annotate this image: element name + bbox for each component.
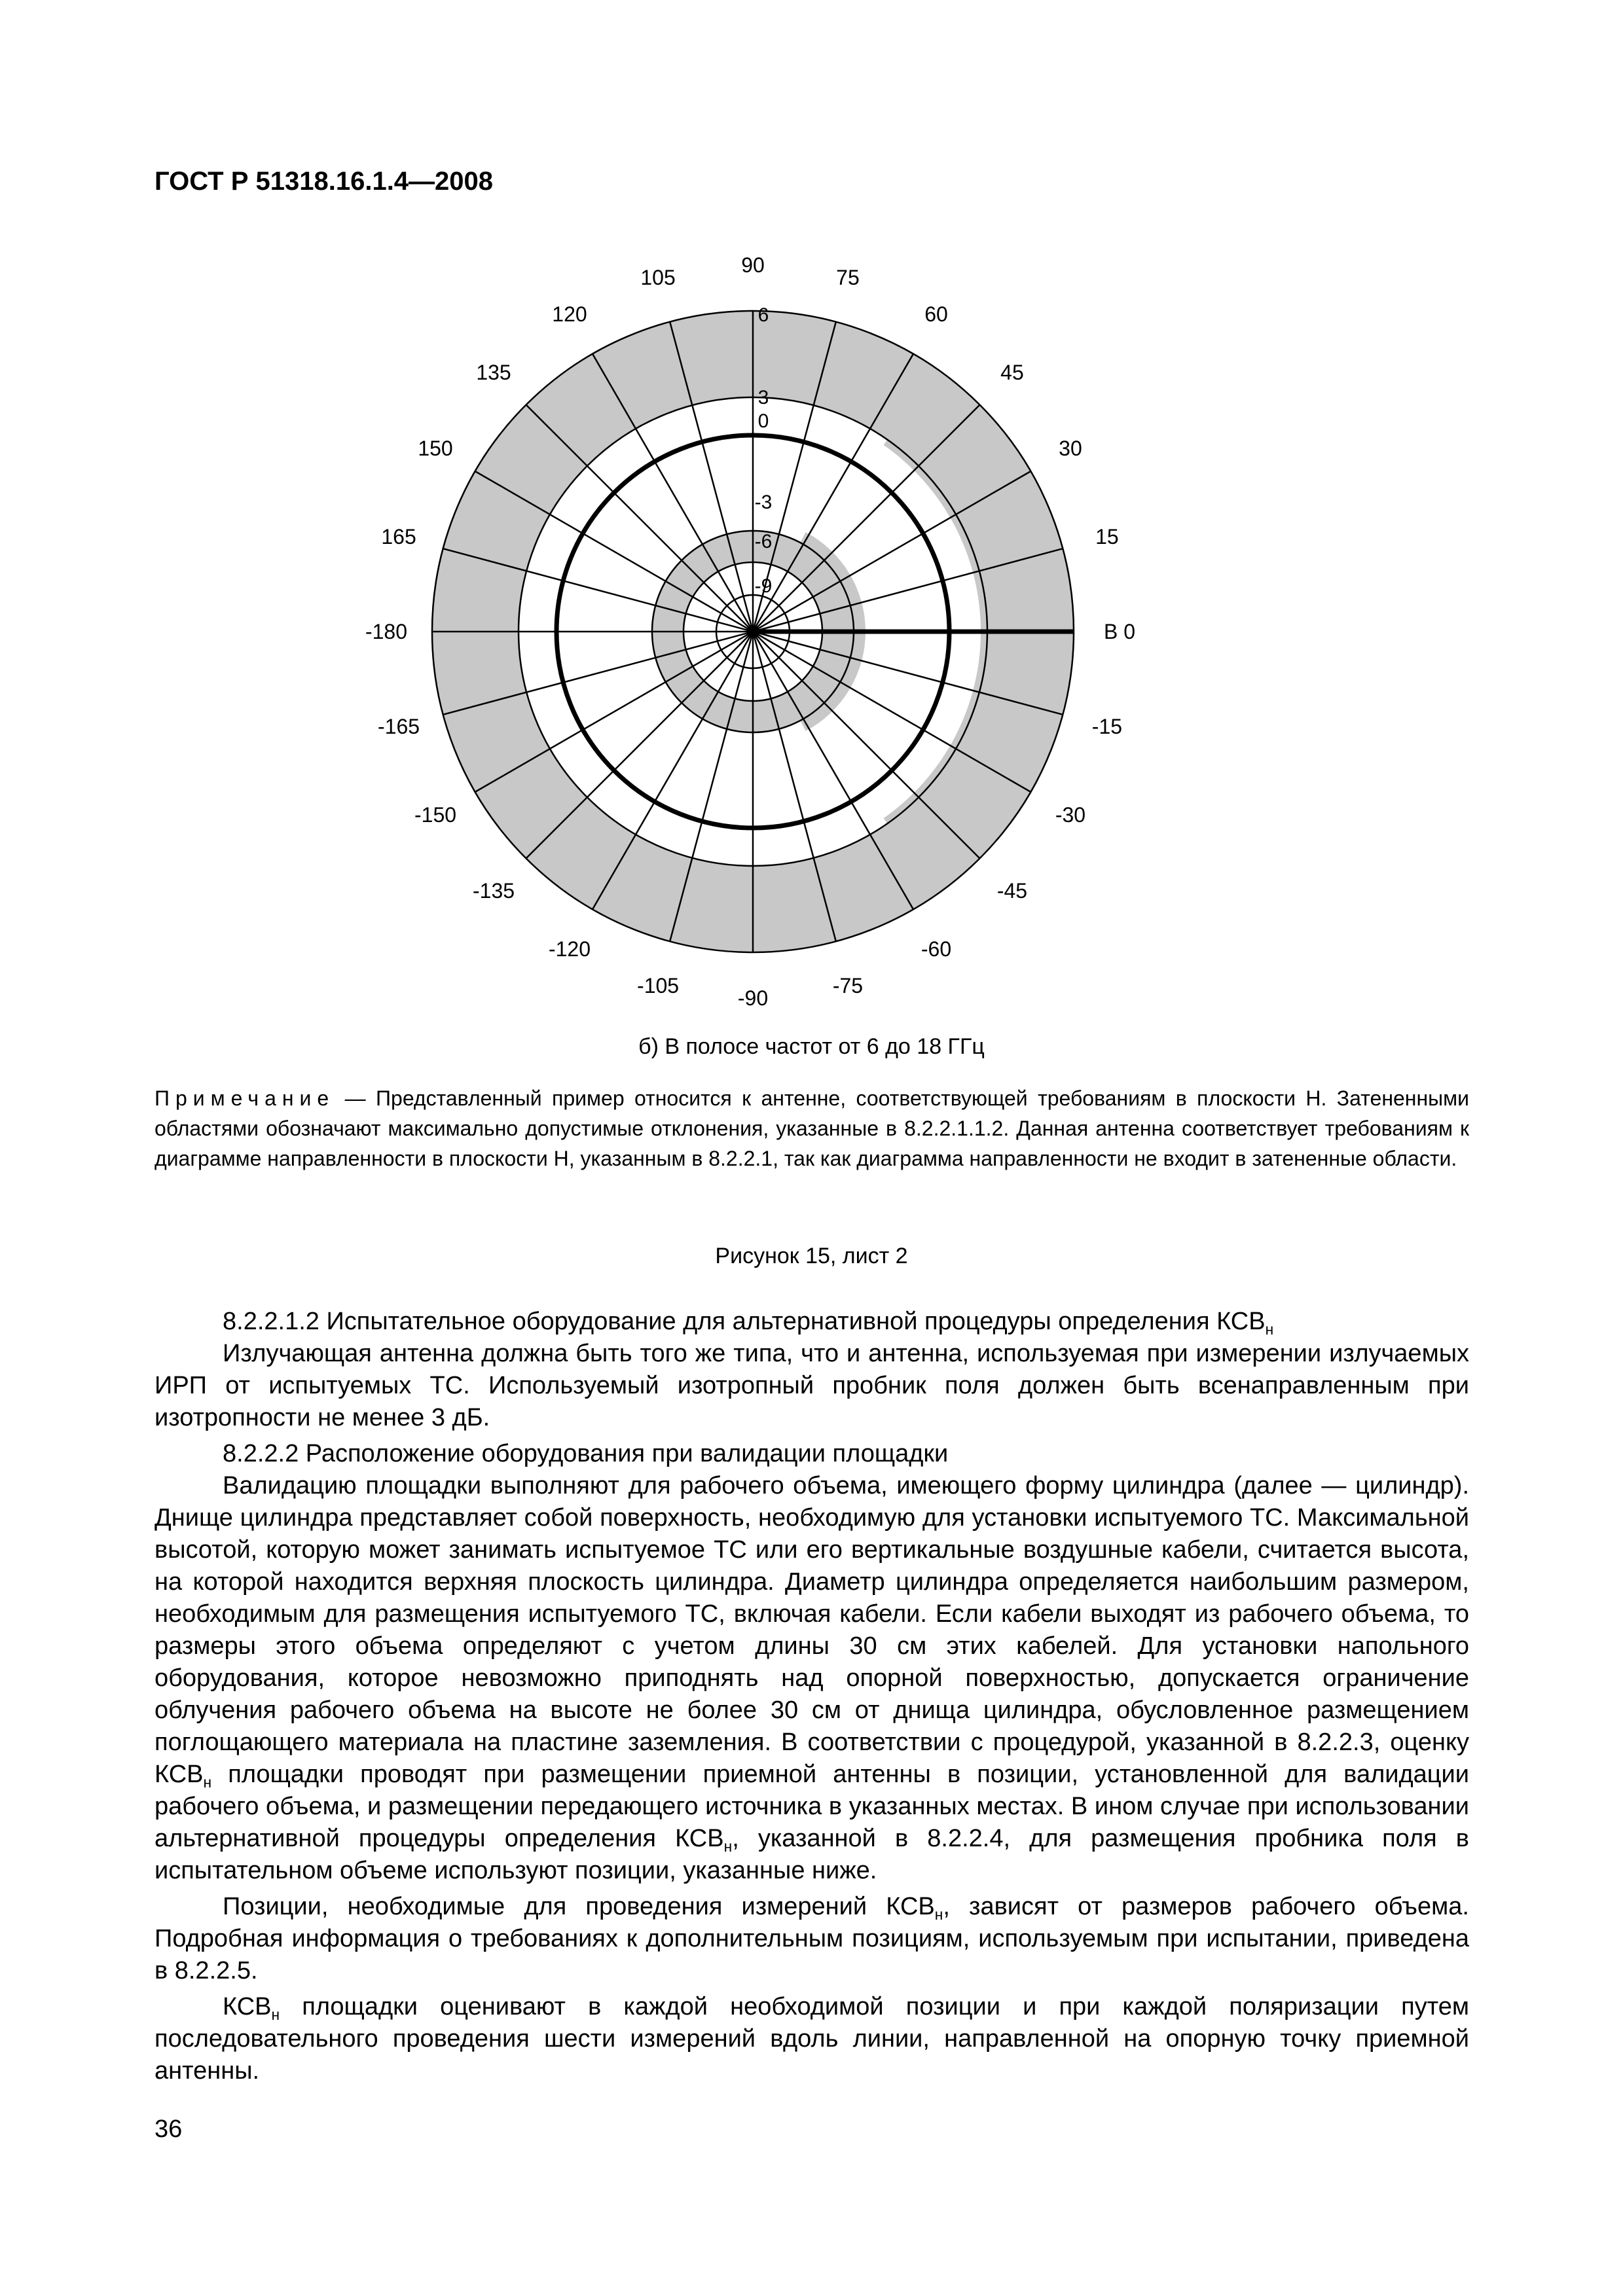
section-8-2-2-2-heading: 8.2.2.2 Расположение оборудования при валидации площадки [223,1440,949,1467]
angle-label: В 0 [1103,620,1136,643]
angle-label: -60 [921,937,952,961]
angle-label: -120 [548,937,591,961]
radial-label: -6 [754,531,773,552]
angle-label: -165 [378,714,420,738]
angle-label: -105 [637,973,680,997]
paragraph-antenna: Излучающая антенна должна быть того же типа, что и антенна, используемая при измерении излучаемых ИРП от испытуемых ТС. Используемый изотропный пробник поля должен быть всенаправленным при изотропности не менее 3 дБ. [155,1340,1469,1431]
figure-title: Рисунок 15, лист 2 [715,1244,908,1268]
angle-label: 75 [836,266,860,290]
angle-label: 30 [1059,437,1082,460]
angle-label: 105 [640,266,676,290]
paragraph-cylinder: Валидацию площадки выполняют для рабочего объема, имеющего форму цилиндра (далее — цилиндр). Днище цилиндра представляет собой поверхность, необходимую для установки испытуемого ТС. Максимальной высотой, которую может занимать испытуемое ТС или его вертикальные воздушные кабели, считается высота, на которой находится верхняя плоскость цилиндра. Диаметр цилиндра определяется наибольшим размером, необходимым для размещения испытуемого ТС, включая кабели. Если кабели выходят из рабочего объема, то размеры этого объема определяют с учетом длины 30 см этих кабелей. Для установки напольного оборудования, которое невозможно приподнять над опорной поверхностью, допускается ограничение облучения рабочего объема на высоте не более 30 см от днища цилиндра, обусловленное размещением поглощающего материала на пластине заземления. В соответствии с процедурой, указанной в 8.2.2.3, оценку $КСВ_н$ площадки проводят при размещении приемной антенны в позиции, установленной для валидации рабочего объема, и размещении передающего источника в указанных местах. В ином случае при использовании альтернативной процедуры определения $КСВ_н$, указанной в 8.2.2.4, для размещения пробника поля в испытательном объеме используют позиции, указанные ниже. [155,1472,1469,1884]
figure-subcaption: б) В полосе частот от 6 до 18 ГГц [638,1034,985,1059]
angle-label: -135 [472,878,515,903]
angle-label: 90 [741,253,765,277]
angle-label: -75 [832,973,864,997]
body-text [155,1306,1469,2087]
angle-label: 135 [476,361,511,385]
section-8-2-2-1-2-heading: 8.2.2.1.2 Испытательное оборудование для альтернативной процедуры определения $КСВ_н$ [223,1308,1274,1338]
document-code-header: ГОСТ Р 51318.16.1.4—2008 [155,167,494,196]
note-lead: Примечание [155,1086,335,1110]
angle-label: -150 [414,803,457,827]
angle-label: 150 [418,437,453,460]
paragraph-positions: Позиции, необходимые для проведения измерений $КСВ_н$, зависят от размеров рабочего объема. Подробная информация о требованиях к дополнительным позициям, используемым при испытании, приведена в 8.2.2.5. [155,1893,1469,1984]
angle-label: -30 [1055,803,1086,827]
page-number: 36 [155,2115,183,2143]
angle-label: 120 [552,302,587,327]
angle-label: -180 [365,620,408,643]
note-text: — Представленный пример относится к антенне, соответствующей требованиям в плоскости Н. Затененными областями обозначают максимально допустимые отклонения, указанные в 8.2.2.1.1.2. Данная антенна соответствует требованиям к диаграмме направленности в плоскости Н, указанным в 8.2.2.1, так как диаграмма направленности не входит в затененные области. [155,1086,1470,1170]
angle-label: 165 [381,525,416,549]
angle-label: 60 [924,302,948,327]
angle-label: -90 [737,986,769,1010]
radial-label: -9 [754,575,773,597]
paragraph-evaluation: $КСВ_н$ площадки оценивают в каждой необходимой позиции и при каждой поляризации путем последовательного проведения шести измерений вдоль линии, направленной на опорную точку приемной антенны. [155,1993,1469,2085]
figure-note [155,1083,1469,1174]
radial-label: 0 [757,410,769,432]
angle-label: 15 [1095,525,1119,549]
angle-label: -15 [1091,714,1123,738]
radial-label: 6 [757,304,769,326]
polar-diagram [327,229,1244,1054]
angle-label: -45 [996,878,1028,903]
angle-label: 45 [1000,361,1024,385]
radial-label: -3 [754,492,773,513]
radial-label: 3 [757,387,769,408]
